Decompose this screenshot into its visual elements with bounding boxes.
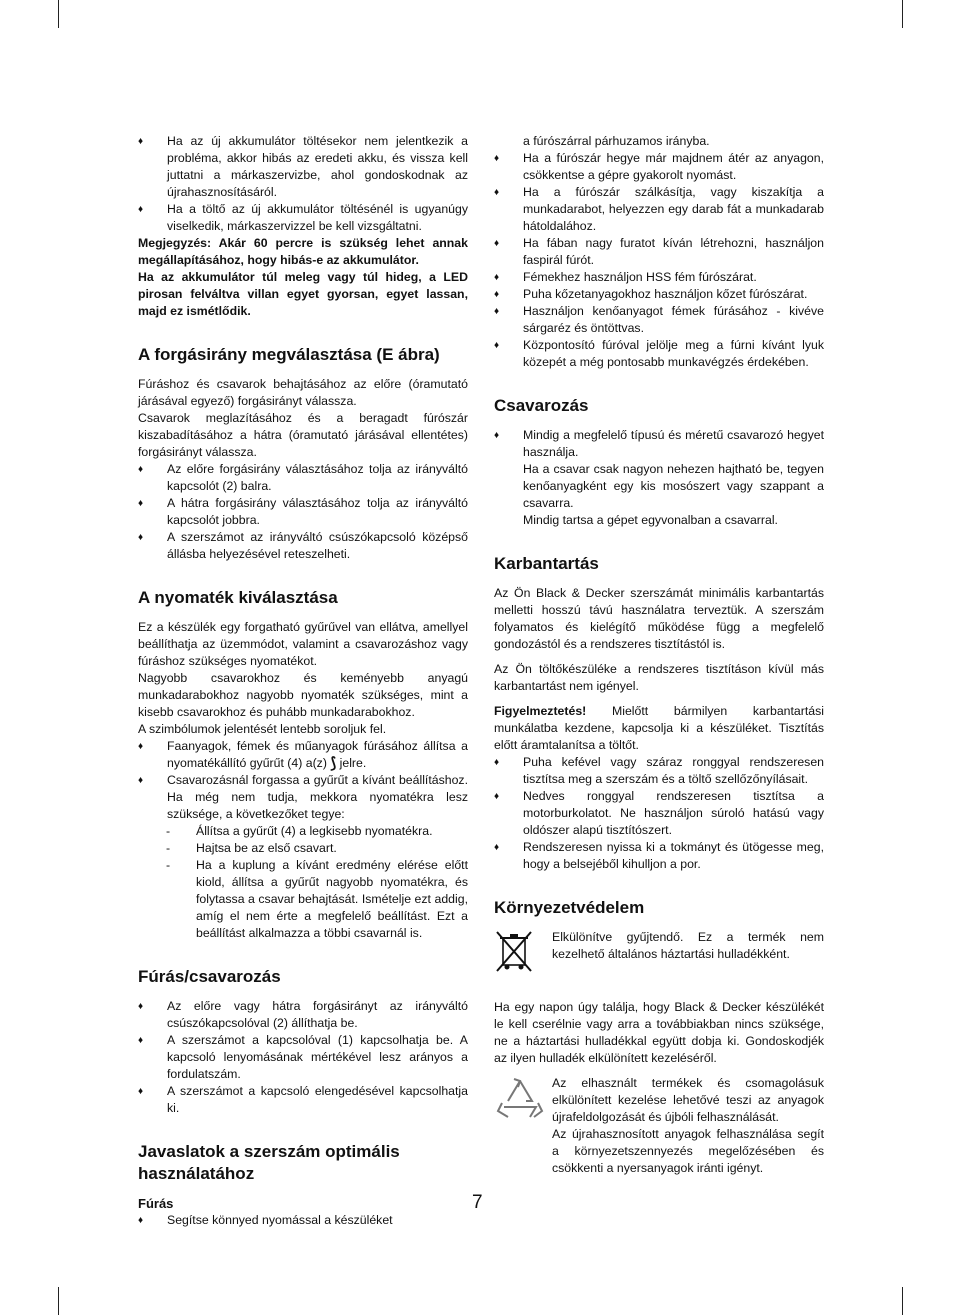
list-item: ♦ A szerszámot az irányváltó csúszókapcsoló középső állásba helyezésével reteszelheti.	[138, 529, 468, 563]
list-item: ♦ Ha az új akkumulátor töltésekor nem jelentkezik a probléma, akkor hibás az eredeti akku, és vissza kell juttatni a márkaszervizbe, ahol gondoskodnak az újrahasznosításáról.	[138, 133, 468, 201]
paragraph: Ha a csavar csak nagyon nehezen hajtható be, tegyen kenőanyagként egy kis mosószert vagy szappant a csavarra.	[523, 462, 824, 510]
paragraph: Ez a készülék egy forgatható gyűrűvel van ellátva, amellyel beállíthatja az üzemmódot, valamint a csavarozáshoz vagy fúráshoz szükséges nyomatékot.	[138, 620, 468, 668]
paragraph: Ha egy napon úgy találja, hogy Black & Decker készülékét le kell cserélnie vagy arra a továbbiakban nincs szüksége, ne a háztartási hulladékkal együtt dobja ki. Gondoskodjék az ilyen hulladék elkülönített kezeléséről.	[494, 1000, 824, 1065]
paragraph: Mindig tartsa a gépet egyvonalban a csavarral.	[523, 513, 778, 527]
section-heading: A nyomaték kiválasztása	[138, 588, 338, 607]
recycle-icon	[494, 1075, 546, 1123]
dash-item-text: Ha a kuplung a kívánt eredmény elérése előtt kiold, állítsa a gyűrűt nagyobb nyomatékra, és folytassa a csavar behajtását. Ismételje ezt addig, amíg el nem érte a megfelelő beállítást. Ezt a beállítást alkalmazza a többi csavarnál is.	[196, 858, 468, 940]
section-heading: Környezetvédelem	[494, 898, 645, 917]
paragraph: a fúrószárral párhuzamos irányba.	[523, 134, 710, 148]
list-item: ♦ Használjon kenőanyagot fémek fúrásához - kivéve sárgaréz és öntöttvas.	[494, 303, 824, 337]
list-item	[138, 738, 468, 772]
dash-mark: -	[166, 841, 171, 855]
dash-item-text: Állítsa a gyűrűt (4) a legkisebb nyomatékra.	[196, 824, 433, 838]
section-heading: A forgásirány megválasztása (E ábra)	[138, 345, 440, 364]
right-column	[494, 133, 824, 1177]
note: Megjegyzés: Akár 60 percre is szükség lehet annak megállapításához, hogy hibás-e az akkumulátor.	[138, 236, 468, 267]
warning-label: Figyelmeztetés!	[494, 704, 587, 718]
list-item: ♦ Nedves ronggyal rendszeresen tisztítsa a motorburkolatot. Ne használjon súroló hatású vagy oldószer alapú tisztítószert.	[494, 788, 824, 839]
recycle-row	[494, 1075, 824, 1177]
paragraph: Az Ön Black & Decker szerszámát minimális karbantartás melletti hosszú távú használatra terveztük. A szerszám folyamatos és kielégítő működése függ a megfelelő gondozástól és a rendszeres tisztítástól is.	[494, 586, 824, 651]
paragraph: Csavarok meglazításához és a beragadt fúrószár kiszabadításához a hátra (óramutató járásával ellentétes) forgásirányt válassza.	[138, 411, 468, 459]
list-item: ♦ Ha a töltő az új akkumulátor töltésénél is ugyanúgy viselkedik, márkaszervizzel be kell vizsgáltatni.	[138, 201, 468, 235]
list-item: ♦ Az előre forgásirány választásához tolja az irányváltó kapcsolót (2) balra.	[138, 461, 468, 495]
list-item: ♦ Puha kefével vagy száraz ronggyal rendszeresen tisztítsa meg a szerszám és a töltő szellőzőnyílásait.	[494, 754, 824, 788]
weee-row	[494, 929, 824, 999]
list-item: ♦ Fémekhez használjon HSS fém fúrószárat.	[494, 269, 824, 286]
section-heading: Csavarozás	[494, 396, 589, 415]
dash-mark: -	[166, 858, 171, 872]
dash-item	[138, 823, 468, 840]
crossed-out-bin-icon	[494, 929, 534, 975]
list-item: ♦ Segítse könnyed nyomással a készüléket	[138, 1212, 468, 1229]
warning	[494, 703, 824, 754]
dash-item	[138, 857, 468, 942]
list-item: ♦ A szerszámot a kapcsoló elengedésével kapcsolhatja ki.	[138, 1083, 468, 1117]
dash-mark: -	[166, 824, 171, 838]
list-item: ♦ Puha kőzetanyagokhoz használjon kőzet fúrószárat.	[494, 286, 824, 303]
paragraph: Elkülönítve gyűjtendő. Ez a termék nem kezelhető általános háztartási hulladékként.	[552, 930, 824, 961]
page-number: 7	[472, 1192, 483, 1213]
dash-item-text: Hajtsa be az első csavart.	[196, 841, 337, 855]
paragraph: Az Ön töltőkészüléke a rendszeres tisztításon kívül más karbantartást nem igényel.	[494, 662, 824, 693]
section-heading: Javaslatok a szerszám optimális használatához	[138, 1142, 400, 1183]
list-item: ♦ Központosító fúróval jelölje meg a fúrni kívánt lyuk közepét a még pontosabb munkavégzés érdekében.	[494, 337, 824, 371]
note: Ha az akkumulátor túl meleg vagy túl hideg, a LED pirosan felváltva villan egyet gyorsan, egyet lassan, majd ez ismétlődik.	[138, 270, 468, 318]
paragraph: Fúráshoz és csavarok behajtásához az előre (óramutató járásával egyező) forgásirányt válassza.	[138, 377, 468, 408]
list-item: ♦ A szerszámot a kapcsolóval (1) kapcsolhatja be. A kapcsoló lenyomásának mértékével lesz arányos a fordulatszám.	[138, 1032, 468, 1083]
crop-mark	[902, 0, 903, 28]
dash-item	[138, 840, 468, 857]
paragraph: A szimbólumok jelentését lentebb soroljuk fel.	[138, 722, 387, 736]
crop-mark	[902, 1287, 903, 1315]
paragraph: Az újrahasznosított anyagok felhasználása segít a környezetszennyezés megelőzésében és csökkenti a nyersanyagok iránti igényt.	[552, 1127, 824, 1175]
list-item-text: Faanyagok, fémek és műanyagok fúrásához állítsa a nyomatékállító gyűrűt (4) a(z)	[167, 739, 468, 770]
list-item: ♦ Rendszeresen nyissa ki a tokmányt és ütögesse meg, hogy a belsejéből kihulljon a por.	[494, 839, 824, 873]
list-item: ♦ Csavarozásnál forgassa a gyűrűt a kívánt beállításhoz. Ha még nem tudja, mekkora nyomatékra lesz szüksége, a következőket tegye:	[138, 772, 468, 823]
paragraph: Nagyobb csavarokhoz és keményebb anyagú munkadarabokhoz nagyobb nyomaték szükséges, mint a kisebb csavarokhoz és puhább munkadarabokhoz.	[138, 671, 468, 719]
list-item: ♦ Mindig a megfelelő típusú és méretű csavarozó hegyet használja.	[494, 427, 824, 461]
crop-mark	[58, 0, 59, 28]
subheading: Fúrás	[138, 1196, 174, 1211]
paragraph: Az elhasznált termékek és csomagolásuk elkülönített kezelése lehetővé teszi az anyagok újrafeldolgozását és újbóli felhasználását.	[552, 1076, 824, 1124]
list-item: ♦ Ha a fúrószár szálkásítja, vagy kiszakítja a munkadarabot, helyezzen egy darab fát a munkadarab hátoldalához.	[494, 184, 824, 235]
warning-text: Mielőtt bármilyen karbantartási munkálatba kezdene, kapcsolja ki a készüléket. Tisztítás előtt áramtalanítsa a töltőt.	[494, 704, 824, 752]
section-heading: Karbantartás	[494, 554, 599, 573]
list-item: ♦ A hátra forgásirány választásához tolja az irányváltó kapcsolót jobbra.	[138, 495, 468, 529]
list-item: ♦ Ha fában nagy furatot kíván létrehozni, használjon faspirál fúrót.	[494, 235, 824, 269]
list-item: ♦ Az előre vagy hátra forgásirányt az irányváltó csúszókapcsolóval (2) állíthatja be.	[138, 998, 468, 1032]
left-column	[138, 133, 468, 1229]
list-item-text: jelre.	[339, 756, 367, 770]
crop-mark	[58, 1287, 59, 1315]
drill-symbol-icon: ⟆	[330, 755, 337, 772]
section-heading: Fúrás/csavarozás	[138, 967, 281, 986]
list-item: ♦ Ha a fúrószár hegye már majdnem átér az anyagon, csökkentse a gépre gyakorolt nyomást.	[494, 150, 824, 184]
